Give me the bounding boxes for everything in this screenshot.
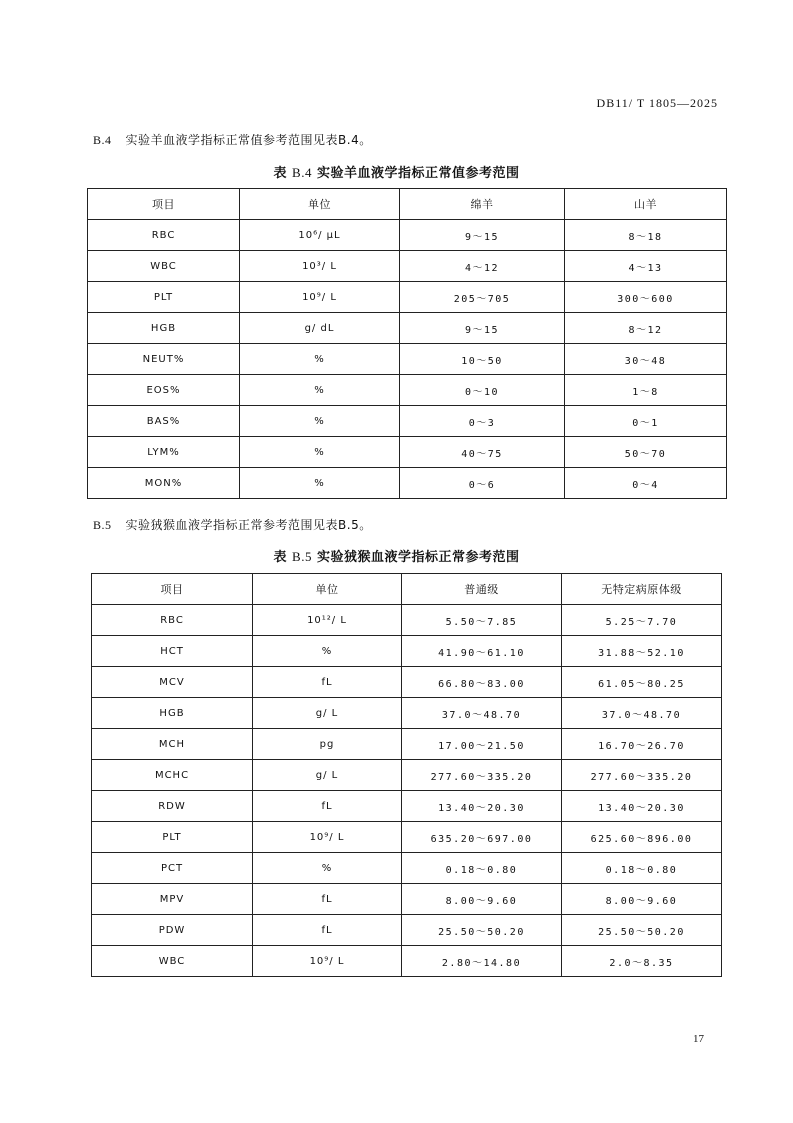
table-cell: WBC	[88, 251, 240, 282]
table-row	[88, 406, 727, 437]
table-cell: WBC	[92, 946, 253, 977]
column-header: 山羊	[565, 189, 727, 220]
table-cell: 0～3	[400, 406, 565, 437]
table-cell: RBC	[92, 605, 253, 636]
table-cell: MPV	[92, 884, 253, 915]
table-cell: 1～8	[565, 375, 727, 406]
caption-number: B.4	[292, 165, 312, 180]
table-row	[88, 375, 727, 406]
table-cell: 10⁹/ L	[253, 822, 402, 853]
paragraph-b5-text: 实验狨猴血液学指标正常参考范围见表B.5。	[125, 518, 372, 532]
document-code: DB11/ T 1805—2025	[596, 96, 718, 110]
table-cell: %	[240, 437, 400, 468]
table-cell: RDW	[92, 791, 253, 822]
table-cell: 0～1	[565, 406, 727, 437]
table-cell: RBC	[88, 220, 240, 251]
table-row	[88, 313, 727, 344]
table-cell: pg	[253, 729, 402, 760]
table-cell: PDW	[92, 915, 253, 946]
table-cell: 61.05～80.25	[562, 667, 722, 698]
table-row	[92, 698, 722, 729]
table-cell: 205～705	[400, 282, 565, 313]
table-row	[88, 282, 727, 313]
table-row	[92, 915, 722, 946]
table-cell: 0～6	[400, 468, 565, 499]
table-b5-caption	[0, 546, 793, 565]
column-header: 无特定病原体级	[562, 574, 722, 605]
table-cell: 25.50～50.20	[562, 915, 722, 946]
table-row	[92, 822, 722, 853]
table-cell: %	[240, 344, 400, 375]
table-cell: 13.40～20.30	[562, 791, 722, 822]
table-cell: 8.00～9.60	[562, 884, 722, 915]
table-cell: 9～15	[400, 220, 565, 251]
table-cell: MON%	[88, 468, 240, 499]
table-cell: BAS%	[88, 406, 240, 437]
table-cell: 2.0～8.35	[562, 946, 722, 977]
table-row	[88, 251, 727, 282]
table-cell: EOS%	[88, 375, 240, 406]
table-row	[92, 760, 722, 791]
column-header: 普通级	[402, 574, 562, 605]
table-cell: 5.50～7.85	[402, 605, 562, 636]
page-number: 17	[693, 1033, 704, 1045]
section-number-b4: B.4	[93, 133, 112, 147]
table-cell: 2.80～14.80	[402, 946, 562, 977]
table-cell: 10⁹/ L	[240, 282, 400, 313]
table-row	[92, 729, 722, 760]
table-cell: 4～13	[565, 251, 727, 282]
table-cell: g/ L	[253, 698, 402, 729]
column-header: 项目	[92, 574, 253, 605]
caption-title: 实验狨猴血液学指标正常参考范围	[316, 550, 520, 565]
paragraph-b4-text: 实验羊血液学指标正常值参考范围见表B.4。	[125, 133, 372, 147]
table-cell: 277.60～335.20	[562, 760, 722, 791]
table-cell: 30～48	[565, 344, 727, 375]
table-cell: 41.90～61.10	[402, 636, 562, 667]
table-cell: PCT	[92, 853, 253, 884]
table-row	[88, 344, 727, 375]
table-cell: %	[253, 636, 402, 667]
table-header-row	[92, 574, 722, 605]
table-cell: PLT	[92, 822, 253, 853]
table-cell: 4～12	[400, 251, 565, 282]
table-row	[92, 605, 722, 636]
table-cell: 0.18～0.80	[562, 853, 722, 884]
table-cell: fL	[253, 791, 402, 822]
table-cell: 8～18	[565, 220, 727, 251]
table-cell: 25.50～50.20	[402, 915, 562, 946]
caption-prefix: 表	[273, 166, 287, 181]
table-cell: 31.88～52.10	[562, 636, 722, 667]
table-row	[88, 220, 727, 251]
table-cell: 9～15	[400, 313, 565, 344]
caption-title: 实验羊血液学指标正常值参考范围	[316, 166, 520, 181]
column-header: 项目	[88, 189, 240, 220]
table-cell: HCT	[92, 636, 253, 667]
table-cell: 635.20～697.00	[402, 822, 562, 853]
paragraph-b4	[93, 131, 372, 148]
table-cell: 37.0～48.70	[562, 698, 722, 729]
table-cell: fL	[253, 915, 402, 946]
table-cell: 5.25～7.70	[562, 605, 722, 636]
section-number-b5: B.5	[93, 518, 112, 532]
table-cell: 10¹²/ L	[253, 605, 402, 636]
table-cell: 625.60～896.00	[562, 822, 722, 853]
table-row	[92, 667, 722, 698]
table-cell: 277.60～335.20	[402, 760, 562, 791]
table-cell: HGB	[92, 698, 253, 729]
table-cell: 8.00～9.60	[402, 884, 562, 915]
table-row	[92, 791, 722, 822]
table-cell: HGB	[88, 313, 240, 344]
table-header-row	[88, 189, 727, 220]
table-cell: 40～75	[400, 437, 565, 468]
paragraph-b5	[93, 516, 372, 533]
table-cell: 66.80～83.00	[402, 667, 562, 698]
table-cell: 10⁶/ μL	[240, 220, 400, 251]
table-cell: 0～10	[400, 375, 565, 406]
table-cell: 10～50	[400, 344, 565, 375]
table-cell: 8～12	[565, 313, 727, 344]
table-cell: %	[240, 468, 400, 499]
table-cell: 10³/ L	[240, 251, 400, 282]
caption-number: B.5	[292, 549, 312, 564]
table-cell: %	[240, 375, 400, 406]
table-cell: MCHC	[92, 760, 253, 791]
table-cell: 16.70～26.70	[562, 729, 722, 760]
table-cell: 17.00～21.50	[402, 729, 562, 760]
table-cell: %	[253, 853, 402, 884]
table-cell: %	[240, 406, 400, 437]
table-cell: fL	[253, 667, 402, 698]
table-cell: MCV	[92, 667, 253, 698]
table-b5	[91, 573, 722, 977]
caption-prefix: 表	[273, 550, 287, 565]
table-cell: 0～4	[565, 468, 727, 499]
table-row	[88, 437, 727, 468]
table-row	[92, 853, 722, 884]
table-b4	[87, 188, 727, 499]
table-row	[88, 468, 727, 499]
table-cell: 10⁹/ L	[253, 946, 402, 977]
table-cell: 50～70	[565, 437, 727, 468]
table-cell: MCH	[92, 729, 253, 760]
table-row	[92, 884, 722, 915]
table-cell: g/ L	[253, 760, 402, 791]
table-cell: NEUT%	[88, 344, 240, 375]
table-cell: 0.18～0.80	[402, 853, 562, 884]
table-cell: PLT	[88, 282, 240, 313]
table-row	[92, 636, 722, 667]
table-row	[92, 946, 722, 977]
table-cell: 37.0～48.70	[402, 698, 562, 729]
table-b4-caption	[0, 162, 793, 181]
table-cell: fL	[253, 884, 402, 915]
column-header: 绵羊	[400, 189, 565, 220]
table-cell: 13.40～20.30	[402, 791, 562, 822]
table-cell: LYM%	[88, 437, 240, 468]
column-header: 单位	[253, 574, 402, 605]
table-cell: g/ dL	[240, 313, 400, 344]
table-cell: 300～600	[565, 282, 727, 313]
column-header: 单位	[240, 189, 400, 220]
